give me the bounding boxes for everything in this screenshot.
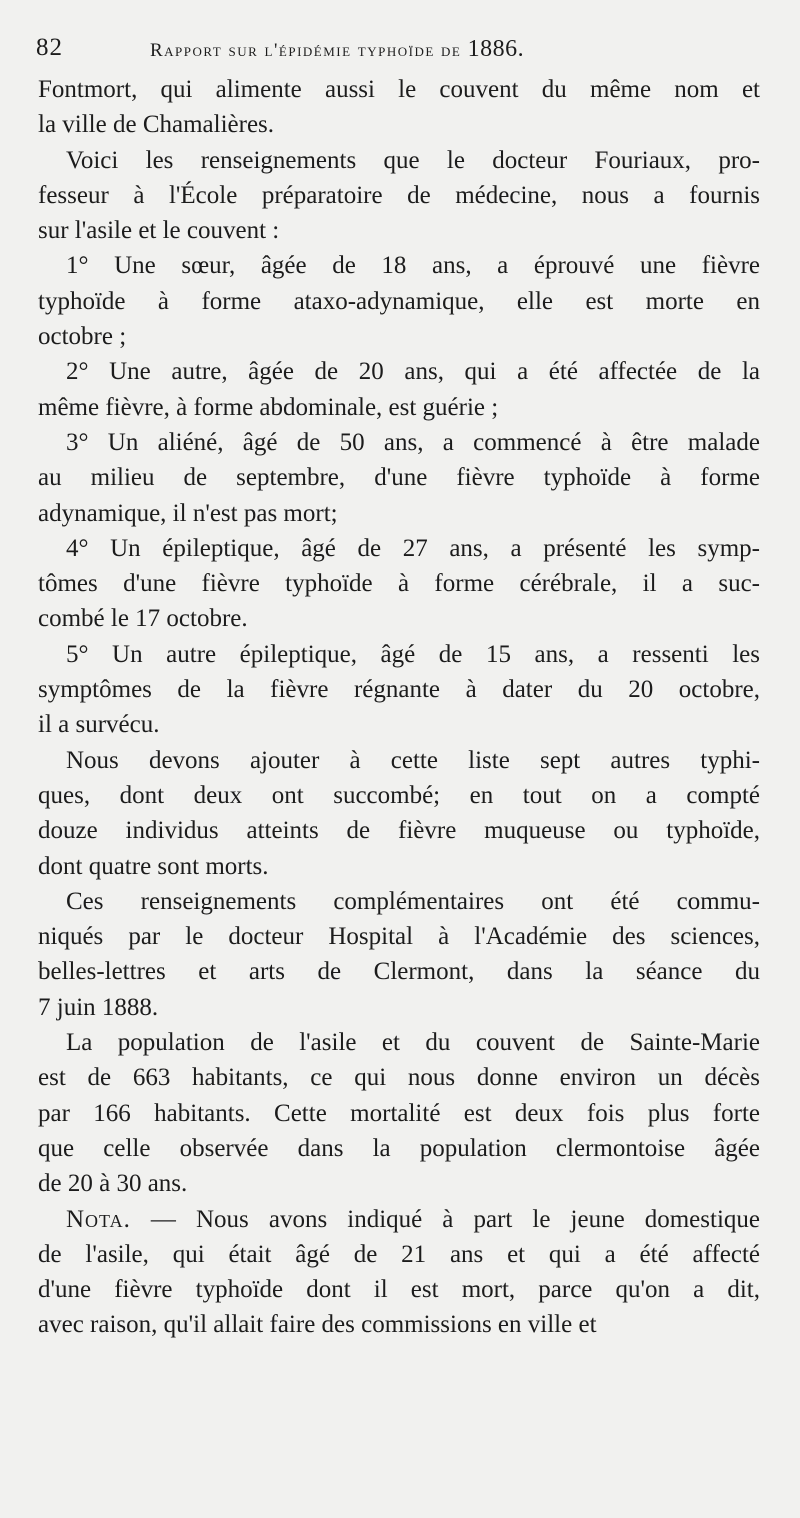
text-line: est de 663 habitants, ce qui nous donne environ un décès bbox=[38, 1064, 760, 1092]
paragraph bbox=[38, 425, 760, 531]
text-line: symptômes de la fièvre régnante à dater du 20 octobre, bbox=[38, 676, 760, 704]
text-line: 3° Un aliéné, âgé de 50 ans, a commencé à être malade bbox=[66, 428, 760, 456]
nota-label: Nota. bbox=[66, 1205, 131, 1233]
text-line: combé le 17 octobre. bbox=[38, 605, 248, 633]
text-line: même fièvre, à forme abdominale, est guérie ; bbox=[38, 393, 499, 421]
text-line: 5° Un autre épileptique, âgé de 15 ans, a ressenti les bbox=[66, 640, 760, 668]
paragraph bbox=[38, 143, 760, 249]
paragraph bbox=[38, 354, 760, 425]
paragraph bbox=[38, 743, 760, 884]
text-line: adynamique, il n'est pas mort; bbox=[38, 499, 338, 527]
text-line-content: — Nous avons indiqué à part le jeune domestique bbox=[130, 1205, 760, 1233]
text-line: La population de l'asile et du couvent de Sainte-Marie bbox=[66, 1029, 760, 1057]
text-line: de l'asile, qui était âgé de 21 ans et qui a été affecté bbox=[38, 1240, 760, 1268]
text-line: 7 juin 1888. bbox=[38, 993, 159, 1021]
text-line: 4° Un épileptique, âgé de 27 ans, a présenté les symp- bbox=[66, 534, 760, 562]
text-line: par 166 habitants. Cette mortalité est deux fois plus forte bbox=[38, 1099, 760, 1127]
text-line: au milieu de septembre, d'une fièvre typhoïde à forme bbox=[38, 464, 760, 492]
page-header bbox=[36, 30, 766, 70]
text-line: la ville de Chamalières. bbox=[38, 111, 275, 139]
text-line bbox=[38, 1202, 760, 1237]
running-title-text: Rapport sur l'épidémie typhoïde de bbox=[150, 40, 462, 61]
text-line: dont quatre sont morts. bbox=[38, 852, 269, 880]
text-line: ques, dont deux ont succombé; en tout on a compté bbox=[38, 781, 760, 809]
running-title bbox=[150, 36, 524, 63]
text-line: avec raison, qu'il allait faire des commissions en ville et bbox=[38, 1311, 597, 1339]
text-line: sur l'asile et le couvent : bbox=[38, 217, 280, 245]
text-line: 1° Une sœur, âgée de 18 ans, a éprouvé une fièvre bbox=[66, 252, 760, 280]
text-line: belles-lettres et arts de Clermont, dans la séance du bbox=[38, 958, 760, 986]
paragraph bbox=[38, 637, 760, 743]
text-line: niqués par le docteur Hospital à l'Académie des sciences, bbox=[38, 923, 760, 951]
text-line: octobre ; bbox=[38, 323, 127, 351]
text-line: Fontmort, qui alimente aussi le couvent du même nom et bbox=[38, 76, 760, 103]
text-line: de 20 à 30 ans. bbox=[38, 1170, 188, 1198]
text-line: fesseur à l'École préparatoire de médecine, nous a fournis bbox=[38, 181, 760, 209]
paragraph bbox=[38, 1202, 760, 1343]
paragraph bbox=[38, 248, 760, 354]
text-line: Ces renseignements complémentaires ont été commu- bbox=[66, 887, 760, 915]
paragraph bbox=[38, 1025, 760, 1201]
paragraph bbox=[38, 531, 760, 637]
running-title-year: 1886. bbox=[467, 36, 525, 62]
text-line: tômes d'une fièvre typhoïde à forme cérébrale, il a suc- bbox=[38, 570, 760, 598]
text-line: d'une fièvre typhoïde dont il est mort, parce qu'on a dit, bbox=[38, 1276, 760, 1304]
paragraph bbox=[38, 884, 760, 1025]
text-line: 2° Une autre, âgée de 20 ans, qui a été affectée de la bbox=[66, 358, 760, 386]
text-line: douze individus atteints de fièvre muqueuse ou typhoïde, bbox=[38, 817, 760, 845]
body-text bbox=[38, 72, 760, 1343]
text-line: Voici les renseignements que le docteur Fouriaux, pro- bbox=[66, 146, 760, 174]
text-line: que celle observée dans la population clermontoise âgée bbox=[38, 1134, 760, 1162]
text-line: il a survécu. bbox=[38, 711, 160, 739]
page-number: 82 bbox=[36, 34, 63, 61]
paragraph bbox=[38, 72, 760, 143]
text-line: Nous devons ajouter à cette liste sept autres typhi- bbox=[66, 746, 760, 774]
text-line: typhoïde à forme ataxo-adynamique, elle est morte en bbox=[38, 287, 760, 315]
